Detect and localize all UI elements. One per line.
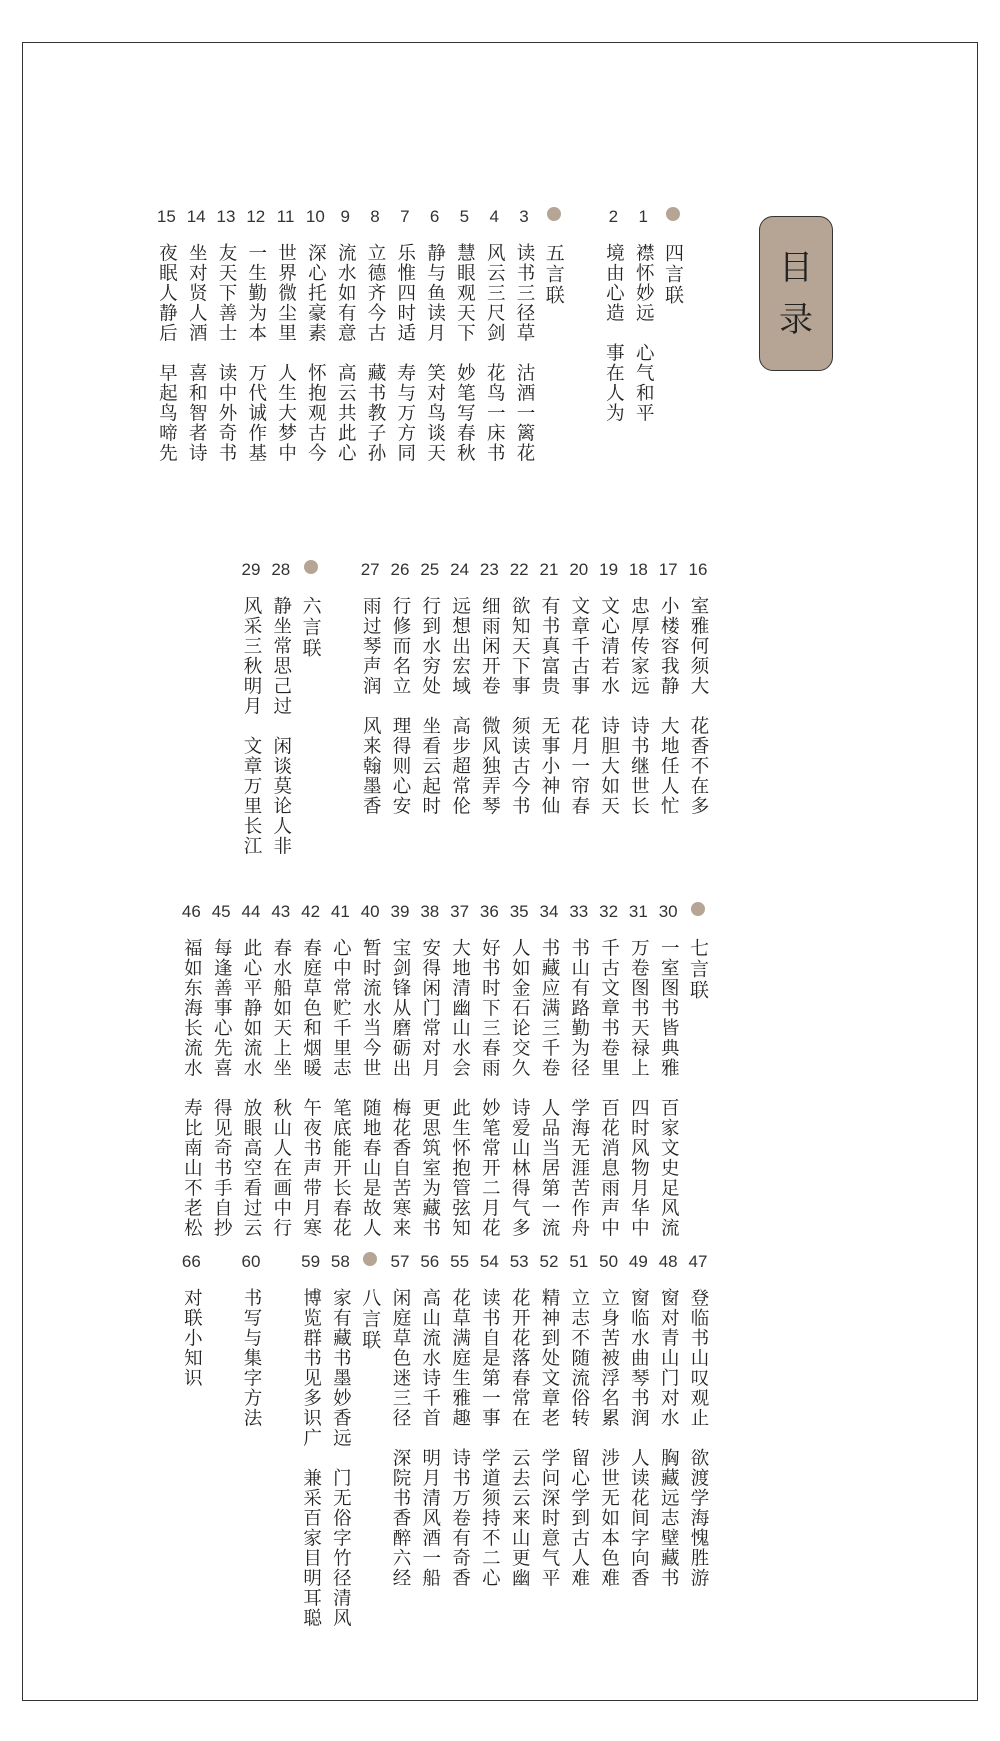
entry-title: 家有藏书墨妙香远 门无俗字竹径清风 [330,1288,352,1628]
entry-title: 读书三径草 沽酒一篱花 [514,243,535,463]
page-number: 32 [599,902,619,921]
page-number: 52 [539,1252,559,1271]
page-number: 15 [156,207,176,226]
page-number: 34 [539,902,559,921]
entry-title: 对联小知识 [181,1288,203,1388]
entry-title: 室雅何须大 花香不在多 [688,596,709,816]
entry-title: 友天下善士 读中外奇书 [216,243,237,463]
page-number: 2 [608,207,619,226]
page-number: 38 [420,902,440,921]
entry-title: 慧眼观天下 妙笔写春秋 [454,243,476,463]
entry-title: 一生勤为本 万代诚作基 [245,243,267,463]
page-number: 57 [390,1252,410,1271]
page-number: 50 [599,1252,619,1271]
entry-title: 高山流水诗千首 明月清风酒一船 [419,1288,441,1588]
entry-title: 书藏应满三千卷 人品当居第一流 [539,938,560,1238]
entry-title: 行修而名立 理得则心安 [390,596,411,816]
entry-title: 境由心造 事在人为 [603,243,625,423]
page-number: 31 [628,902,648,921]
section-bullet-icon [691,902,705,916]
entry-title: 千古文章书卷里 百花消息雨声中 [598,938,620,1238]
entry-title: 心中常贮千里志 笔底能开长春花 [330,938,352,1238]
page-number: 35 [509,902,529,921]
page-number: 36 [479,902,499,921]
page-number: 11 [276,207,295,226]
entry-title: 远想出宏域 高步超常伦 [449,596,471,816]
page-number: 54 [479,1252,499,1271]
page-number: 29 [241,560,261,579]
page-number: 44 [241,902,261,921]
page-number: 46 [181,902,201,921]
page-number: 51 [569,1252,589,1271]
entry-title: 一室图书皆典雅 百家文史足风流 [658,938,680,1238]
entry-title: 小楼容我静 大地任人忙 [658,596,680,816]
entry-title: 书山有路勤为径 学海无涯苦作舟 [568,938,590,1238]
entry-title: 深心托豪素 怀抱观古今 [305,243,327,463]
page-number: 24 [450,560,470,579]
section-bullet-icon [547,207,561,221]
section-title: 四言联 [662,243,684,306]
page-number: 48 [658,1252,678,1271]
page-number: 4 [489,207,499,226]
entry-title: 襟怀妙远 心气和平 [633,243,655,423]
entry-title: 世界微尘里 人生大梦中 [275,243,297,463]
page-number: 28 [271,560,291,579]
page-number: 21 [539,560,559,579]
section-bullet-icon [666,207,680,221]
page-number: 9 [340,207,350,226]
entry-title: 风采三秋明月 文章万里长江 [241,596,262,856]
entry-title: 花草满庭生雅趣 诗书万卷有奇香 [449,1288,471,1588]
entry-title: 万卷图书天禄上 四时风物月华中 [628,938,650,1238]
entry-title: 窗对青山门对水 胸藏远志壁藏书 [658,1288,680,1588]
page-number: 27 [360,560,380,579]
entry-title: 福如东海长流水 寿比南山不老松 [181,938,203,1238]
page-number: 13 [216,207,236,226]
page-number: 18 [628,560,648,579]
toc-title-char-1: 目 [779,247,813,288]
page-number: 45 [211,902,231,921]
page-number: 41 [330,902,350,921]
entry-title: 坐对贤人酒 喜和智者诗 [186,243,208,463]
entry-title: 读书自是第一事 学道须持不二心 [479,1288,501,1588]
page-number: 33 [569,902,589,921]
page-number: 6 [429,207,440,226]
entry-title: 有书真富贵 无事小神仙 [539,596,560,816]
section-bullet-icon [304,560,318,574]
page-number: 60 [241,1252,261,1271]
page-number: 59 [301,1252,321,1271]
section-title: 七言联 [687,938,709,1001]
page-number: 8 [370,207,380,226]
page-number: 5 [459,207,470,226]
page-number: 43 [271,902,291,921]
entry-title: 精神到处文章老 学问深时意气平 [539,1288,560,1588]
page-number: 17 [658,560,678,579]
entry-title: 静与鱼读月 笑对鸟谈天 [424,243,446,463]
page-number: 14 [186,207,206,226]
page-number: 30 [658,902,678,921]
section-title: 五言联 [542,243,565,306]
entry-title: 静坐常思己过 闲谈莫论人非 [270,596,292,856]
entry-title: 登临书山叹观止 欲渡学海愧胜游 [688,1288,709,1588]
page-number: 40 [360,902,380,921]
page-number: 1 [638,207,648,226]
entry-title: 春水船如天上坐 秋山人在画中行 [270,938,292,1238]
entry-title: 花开花落春常在 云去云来山更幽 [509,1288,531,1588]
page-number: 58 [330,1252,350,1271]
entry-title: 此心平静如流水 放眼高空看过云 [241,938,262,1238]
entry-title: 忠厚传家远 诗书继世长 [628,596,650,816]
page-number: 56 [420,1252,440,1271]
entry-title: 好书时下三春雨 妙笔常开二月花 [479,938,501,1238]
page-number: 12 [246,207,266,226]
entry-title: 文章千古事 花月一帘春 [568,596,590,816]
page-number: 19 [599,560,619,579]
entry-title: 大地清幽山水会 此生怀抱管弦知 [449,938,471,1238]
toc-title-char-2: 录 [779,299,813,340]
page-number: 49 [628,1252,648,1271]
page-number: 16 [688,560,708,579]
page-number: 22 [509,560,529,579]
page-number: 7 [400,207,410,226]
section-title: 八言联 [359,1288,382,1351]
entry-title: 文心清若水 诗胆大如天 [598,596,620,816]
entry-title: 宝剑锋从磨砺出 梅花香自苦寒来 [390,938,411,1238]
entry-title: 雨过琴声润 风来翰墨香 [360,596,382,816]
entry-title: 闲庭草色迷三径 深院书香醉六经 [390,1288,411,1588]
entry-title: 窗临水曲琴书润 人读花间字向香 [628,1288,650,1588]
entry-title: 人如金石论交久 诗爱山林得气多 [509,938,531,1238]
page-number: 55 [450,1252,470,1271]
entry-title: 安得闲门常对月 更思筑室为藏书 [419,938,441,1238]
entry-title: 立志不随流俗转 留心学到古人难 [568,1288,590,1588]
page-number: 47 [688,1252,708,1271]
entry-title: 立身苦被浮名累 涉世无如本色难 [598,1288,620,1588]
page-number: 66 [181,1252,201,1271]
page-number: 37 [450,902,470,921]
toc-title-box [759,216,833,371]
entry-title: 乐惟四时适 寿与万方同 [394,243,416,463]
section-title: 六言联 [299,596,322,659]
entry-title: 博览群书见多识广 兼采百家目明耳聪 [300,1288,322,1628]
page-number: 42 [301,902,321,921]
page-number: 53 [509,1252,529,1271]
entry-title: 每逢善事心先喜 得见奇书手自抄 [211,938,233,1238]
page-number: 20 [569,560,589,579]
page-number: 10 [305,207,325,226]
entry-title: 细雨闲开卷 微风独弄琴 [479,596,501,816]
entry-title: 行到水穷处 坐看云起时 [419,596,441,816]
entry-title: 春庭草色和烟暖 午夜书声带月寒 [300,938,322,1238]
entry-title: 欲知天下事 须读古今书 [509,596,531,816]
entry-title: 风云三尺剑 花鸟一床书 [484,243,506,463]
page-number: 23 [479,560,499,579]
entry-title: 暂时流水当今世 随地春山是故人 [360,938,382,1238]
page-number: 26 [390,560,410,579]
page-number: 25 [420,560,440,579]
entry-title: 流水如有意 高云共此心 [335,243,357,463]
entry-title: 夜眠人静后 早起鸟啼先 [156,243,178,463]
page-number: 3 [519,207,529,226]
entry-title: 书写与集字方法 [241,1288,262,1428]
entry-title: 立德齐今古 藏书教子孙 [365,243,386,463]
page-number: 39 [390,902,410,921]
